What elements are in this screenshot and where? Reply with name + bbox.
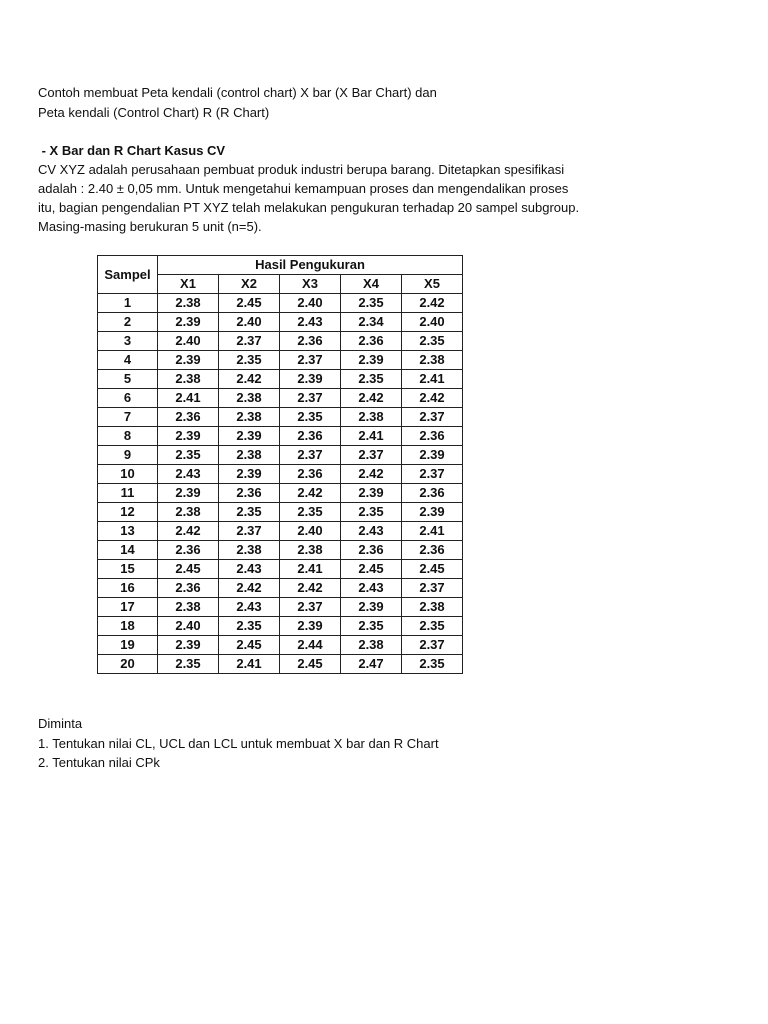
table-row xyxy=(98,446,463,465)
measurement-cell-x5: 2.35 xyxy=(402,617,463,636)
intro-line-2: Peta kendali (Control Chart) R (R Chart) xyxy=(38,105,270,120)
measurement-cell-x3: 2.43 xyxy=(280,313,341,332)
measurement-cell-x3: 2.37 xyxy=(280,351,341,370)
measurement-cell-x4: 2.39 xyxy=(341,351,402,370)
measurement-cell-x4: 2.39 xyxy=(341,598,402,617)
sample-number-cell: 1 xyxy=(98,294,158,313)
measurement-cell-x3: 2.36 xyxy=(280,332,341,351)
measurement-cell-x5: 2.36 xyxy=(402,484,463,503)
measurement-cell-x5: 2.40 xyxy=(402,313,463,332)
table-row xyxy=(98,579,463,598)
measurement-cell-x1: 2.38 xyxy=(158,294,219,313)
measurement-cell-x3: 2.40 xyxy=(280,294,341,313)
measurement-cell-x3: 2.39 xyxy=(280,370,341,389)
measurement-cell-x1: 2.40 xyxy=(158,617,219,636)
table-row xyxy=(98,655,463,674)
table-row xyxy=(98,560,463,579)
measurement-cell-x2: 2.43 xyxy=(219,560,280,579)
measurement-cell-x4: 2.45 xyxy=(341,560,402,579)
sample-number-cell: 10 xyxy=(98,465,158,484)
measurement-cell-x2: 2.36 xyxy=(219,484,280,503)
measurement-cell-x4: 2.43 xyxy=(341,579,402,598)
table-row xyxy=(98,332,463,351)
measurement-cell-x4: 2.43 xyxy=(341,522,402,541)
measurement-cell-x1: 2.39 xyxy=(158,636,219,655)
sample-number-cell: 11 xyxy=(98,484,158,503)
measurement-cell-x5: 2.37 xyxy=(402,465,463,484)
measurement-cell-x2: 2.39 xyxy=(219,465,280,484)
case-paragraph-line-2: adalah : 2.40 ± 0,05 mm. Untuk mengetahui kemampuan proses dan mengendalikan proses xyxy=(38,181,569,196)
measurement-cell-x1: 2.39 xyxy=(158,313,219,332)
task-item-1: 1. Tentukan nilai CL, UCL dan LCL untuk membuat X bar dan R Chart xyxy=(38,736,439,751)
measurement-cell-x2: 2.45 xyxy=(219,294,280,313)
measurement-cell-x3: 2.41 xyxy=(280,560,341,579)
sample-number-cell: 14 xyxy=(98,541,158,560)
measurement-cell-x4: 2.41 xyxy=(341,427,402,446)
measurement-cell-x2: 2.38 xyxy=(219,408,280,427)
measurement-cell-x5: 2.42 xyxy=(402,294,463,313)
tasks-heading: Diminta xyxy=(38,716,83,731)
column-header-x4: X4 xyxy=(341,275,402,294)
table-row xyxy=(98,465,463,484)
table-row xyxy=(98,351,463,370)
table-header-row xyxy=(98,256,463,275)
measurement-cell-x4: 2.38 xyxy=(341,636,402,655)
measurement-cell-x1: 2.42 xyxy=(158,522,219,541)
measurement-cell-x3: 2.36 xyxy=(280,427,341,446)
table-row xyxy=(98,313,463,332)
measurement-cell-x5: 2.35 xyxy=(402,332,463,351)
measurement-cell-x2: 2.37 xyxy=(219,522,280,541)
table-body xyxy=(98,294,463,674)
task-item-2: 2. Tentukan nilai CPk xyxy=(38,755,160,770)
measurement-cell-x2: 2.38 xyxy=(219,389,280,408)
measurement-cell-x2: 2.38 xyxy=(219,446,280,465)
measurement-cell-x4: 2.42 xyxy=(341,389,402,408)
sample-number-cell: 13 xyxy=(98,522,158,541)
measurement-cell-x3: 2.35 xyxy=(280,408,341,427)
measurement-cell-x5: 2.36 xyxy=(402,541,463,560)
measurement-cell-x3: 2.44 xyxy=(280,636,341,655)
measurement-cell-x5: 2.36 xyxy=(402,427,463,446)
table-row xyxy=(98,294,463,313)
measurement-cell-x1: 2.45 xyxy=(158,560,219,579)
table-row xyxy=(98,389,463,408)
measurement-cell-x2: 2.35 xyxy=(219,617,280,636)
measurement-cell-x1: 2.38 xyxy=(158,503,219,522)
measurement-cell-x4: 2.35 xyxy=(341,617,402,636)
sample-number-cell: 16 xyxy=(98,579,158,598)
measurement-cell-x4: 2.42 xyxy=(341,465,402,484)
sample-number-cell: 5 xyxy=(98,370,158,389)
measurement-cell-x1: 2.39 xyxy=(158,427,219,446)
measurement-cell-x5: 2.41 xyxy=(402,522,463,541)
measurement-cell-x2: 2.43 xyxy=(219,598,280,617)
measurement-cell-x5: 2.37 xyxy=(402,408,463,427)
measurement-cell-x4: 2.38 xyxy=(341,408,402,427)
measurement-cell-x1: 2.43 xyxy=(158,465,219,484)
sample-number-cell: 2 xyxy=(98,313,158,332)
measurement-cell-x4: 2.34 xyxy=(341,313,402,332)
sample-number-cell: 8 xyxy=(98,427,158,446)
table-row xyxy=(98,427,463,446)
table-row xyxy=(98,484,463,503)
sample-number-cell: 18 xyxy=(98,617,158,636)
measurement-cell-x1: 2.40 xyxy=(158,332,219,351)
measurement-cell-x4: 2.37 xyxy=(341,446,402,465)
measurement-cell-x4: 2.39 xyxy=(341,484,402,503)
measurement-cell-x4: 2.47 xyxy=(341,655,402,674)
measurement-cell-x3: 2.37 xyxy=(280,446,341,465)
measurement-cell-x4: 2.36 xyxy=(341,332,402,351)
measurement-cell-x4: 2.35 xyxy=(341,370,402,389)
measurement-cell-x3: 2.36 xyxy=(280,465,341,484)
sample-number-cell: 7 xyxy=(98,408,158,427)
sample-number-cell: 20 xyxy=(98,655,158,674)
measurement-cell-x1: 2.39 xyxy=(158,484,219,503)
sample-column-header: Sampel xyxy=(98,256,158,294)
measurement-cell-x2: 2.39 xyxy=(219,427,280,446)
table-row xyxy=(98,636,463,655)
measurement-cell-x1: 2.39 xyxy=(158,351,219,370)
measurement-cell-x2: 2.42 xyxy=(219,370,280,389)
sample-number-cell: 9 xyxy=(98,446,158,465)
measurement-cell-x3: 2.38 xyxy=(280,541,341,560)
measurement-cell-x3: 2.37 xyxy=(280,598,341,617)
sample-number-cell: 6 xyxy=(98,389,158,408)
measurement-cell-x3: 2.39 xyxy=(280,617,341,636)
column-header-x5: X5 xyxy=(402,275,463,294)
measurement-group-header: Hasil Pengukuran xyxy=(158,256,463,275)
measurement-cell-x5: 2.41 xyxy=(402,370,463,389)
measurement-cell-x4: 2.35 xyxy=(341,503,402,522)
table-row xyxy=(98,541,463,560)
measurement-cell-x3: 2.37 xyxy=(280,389,341,408)
measurement-cell-x5: 2.37 xyxy=(402,579,463,598)
measurement-cell-x3: 2.35 xyxy=(280,503,341,522)
measurement-cell-x5: 2.39 xyxy=(402,446,463,465)
measurement-cell-x5: 2.39 xyxy=(402,503,463,522)
sample-number-cell: 12 xyxy=(98,503,158,522)
case-paragraph-line-4: Masing-masing berukuran 5 unit (n=5). xyxy=(38,219,262,234)
measurement-cell-x2: 2.35 xyxy=(219,351,280,370)
measurement-cell-x2: 2.45 xyxy=(219,636,280,655)
table-row xyxy=(98,408,463,427)
measurement-cell-x2: 2.41 xyxy=(219,655,280,674)
measurement-cell-x2: 2.42 xyxy=(219,579,280,598)
measurement-cell-x1: 2.36 xyxy=(158,541,219,560)
case-heading: - X Bar dan R Chart Kasus CV xyxy=(38,143,226,158)
case-paragraph-line-3: itu, bagian pengendalian PT XYZ telah melakukan pengukuran terhadap 20 sampel subgroup. xyxy=(38,200,580,215)
measurement-cell-x5: 2.42 xyxy=(402,389,463,408)
intro-line-1: Contoh membuat Peta kendali (control chart) X bar (X Bar Chart) dan xyxy=(38,85,437,100)
measurement-cell-x5: 2.38 xyxy=(402,598,463,617)
column-header-x1: X1 xyxy=(158,275,219,294)
measurement-table xyxy=(97,255,463,674)
table-row xyxy=(98,598,463,617)
measurement-cell-x2: 2.38 xyxy=(219,541,280,560)
table-row xyxy=(98,370,463,389)
measurement-cell-x5: 2.38 xyxy=(402,351,463,370)
measurement-cell-x2: 2.37 xyxy=(219,332,280,351)
case-paragraph-line-1: CV XYZ adalah perusahaan pembuat produk industri berupa barang. Ditetapkan spesifikasi xyxy=(38,162,565,177)
measurement-cell-x1: 2.36 xyxy=(158,408,219,427)
table-row xyxy=(98,503,463,522)
table-row xyxy=(98,617,463,636)
sample-number-cell: 3 xyxy=(98,332,158,351)
measurement-cell-x3: 2.40 xyxy=(280,522,341,541)
measurement-cell-x5: 2.37 xyxy=(402,636,463,655)
measurement-cell-x5: 2.35 xyxy=(402,655,463,674)
measurement-cell-x5: 2.45 xyxy=(402,560,463,579)
measurement-cell-x1: 2.41 xyxy=(158,389,219,408)
measurement-cell-x1: 2.38 xyxy=(158,598,219,617)
measurement-cell-x1: 2.36 xyxy=(158,579,219,598)
measurement-cell-x1: 2.35 xyxy=(158,446,219,465)
sample-number-cell: 4 xyxy=(98,351,158,370)
measurement-cell-x4: 2.35 xyxy=(341,294,402,313)
sample-number-cell: 15 xyxy=(98,560,158,579)
measurement-cell-x2: 2.40 xyxy=(219,313,280,332)
measurement-cell-x1: 2.38 xyxy=(158,370,219,389)
measurement-cell-x3: 2.45 xyxy=(280,655,341,674)
column-header-x2: X2 xyxy=(219,275,280,294)
column-header-x3: X3 xyxy=(280,275,341,294)
measurement-cell-x4: 2.36 xyxy=(341,541,402,560)
table-row xyxy=(98,522,463,541)
measurement-cell-x3: 2.42 xyxy=(280,484,341,503)
sample-number-cell: 17 xyxy=(98,598,158,617)
measurement-cell-x1: 2.35 xyxy=(158,655,219,674)
sample-number-cell: 19 xyxy=(98,636,158,655)
measurement-cell-x3: 2.42 xyxy=(280,579,341,598)
measurement-cell-x2: 2.35 xyxy=(219,503,280,522)
